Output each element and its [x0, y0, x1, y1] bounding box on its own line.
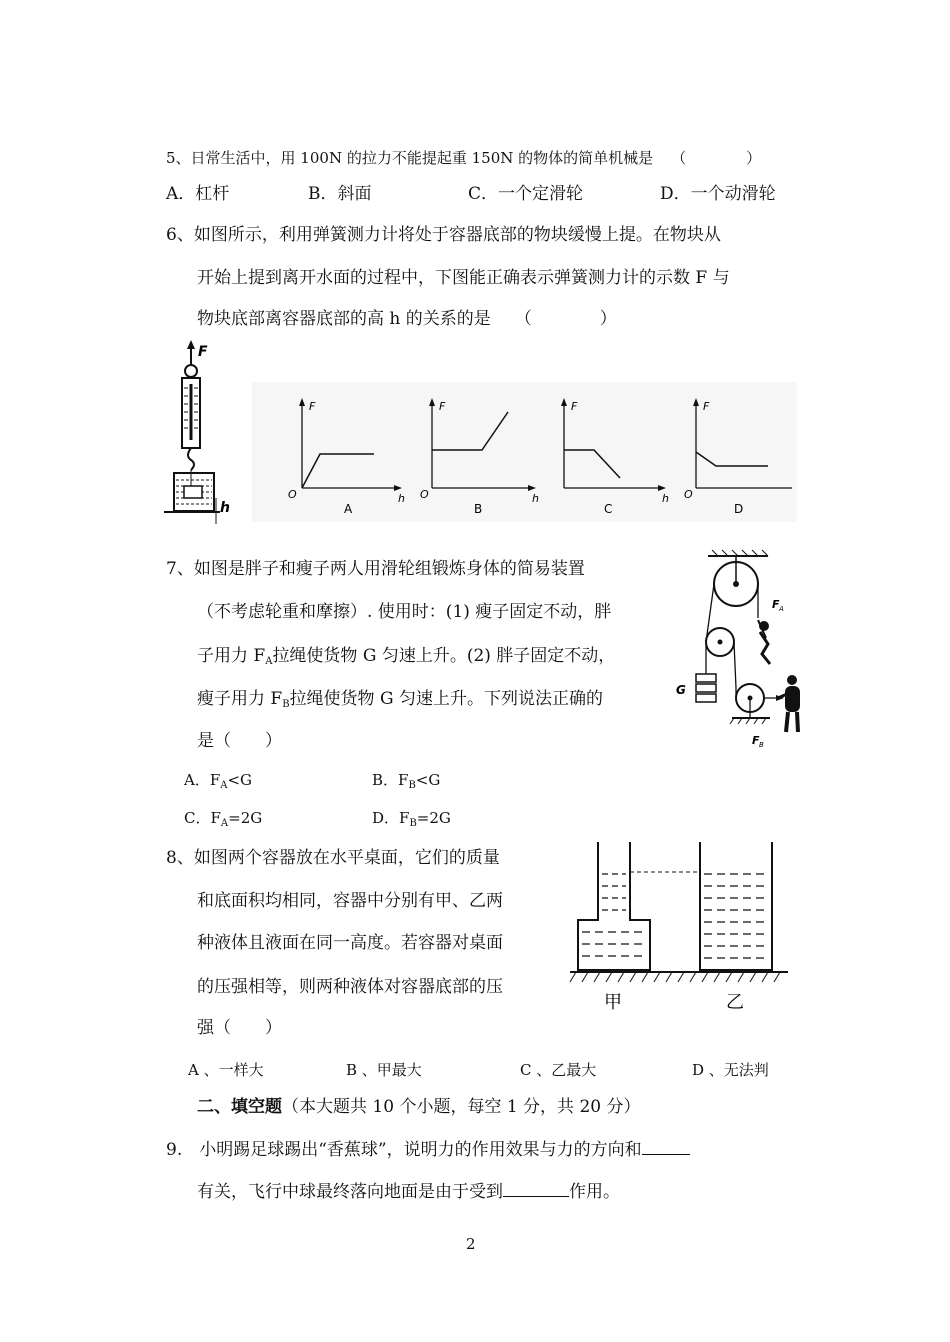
- q9-line2: 有关，飞行中球最终落向地面是由于受到 作用。: [197, 1178, 620, 1204]
- containers-figure: [566, 838, 792, 1014]
- q8-option-a: A 、一样大: [188, 1061, 264, 1079]
- thin-person-icon: [758, 620, 770, 664]
- q8-line2: 和底面积均相同，容器中分别有甲、乙两: [197, 891, 503, 911]
- q7-line5: 是（ ）: [197, 731, 282, 751]
- q7-line2: （不考虑轮重和摩擦）. 使用时：(1) 瘦子固定不动，胖: [197, 602, 612, 622]
- q9-blank-2: [503, 1178, 569, 1197]
- svg-text:O: O: [684, 488, 693, 501]
- pulley-system-figure: [670, 548, 810, 758]
- q7-option-a: A．$F_A<G$: [184, 771, 253, 791]
- svg-text:F: F: [772, 598, 780, 611]
- q7-option-d: D．$F_B=2G$: [372, 809, 451, 829]
- graph-label-b: B: [474, 502, 483, 516]
- q5-stem: 5、日常生活中，用 100N 的拉力不能提起重 150N 的物体的简单机械是 （ ）: [166, 149, 762, 167]
- q7-option-c: C．$F_A=2G$: [184, 809, 263, 829]
- svg-text:F: F: [571, 400, 578, 413]
- svg-text:O: O: [420, 488, 429, 501]
- svg-text:h: h: [532, 492, 539, 505]
- page-number: 2: [466, 1235, 476, 1253]
- q5-option-c: C．一个定滑轮: [468, 184, 584, 204]
- q5-option-d: D．一个动滑轮: [660, 184, 776, 204]
- svg-text:B: B: [759, 741, 764, 749]
- graph-label-a: A: [344, 502, 353, 516]
- q7-option-b: B．$F_B<G$: [372, 771, 441, 791]
- q9-blank-1: [642, 1136, 690, 1155]
- q8-option-b: B 、甲最大: [346, 1061, 422, 1079]
- svg-text:h: h: [398, 492, 405, 505]
- graph-label-c: C: [604, 502, 613, 516]
- q9-line1: 9. 小明踢足球踢出“香蕉球”，说明力的作用效果与力的方向和: [166, 1136, 690, 1162]
- height-label: h: [220, 500, 230, 516]
- svg-text:F: F: [309, 400, 316, 413]
- q8-line4: 的压强相等，则两种液体对容器底部的压: [197, 977, 503, 997]
- q7-line1: 7、如图是胖子和瘦子两人用滑轮组锻炼身体的简易装置: [166, 559, 585, 579]
- section-2-heading: 二、填空题（本大题共 10 个小题，每空 1 分，共 20 分）: [197, 1097, 641, 1117]
- q7-line4: 瘦子用力 $F_B$拉绳使货物 G 匀速上升。下列说法正确的: [197, 689, 603, 710]
- q5-option-b: B．斜面: [308, 184, 372, 204]
- svg-text:O: O: [288, 488, 297, 501]
- q6-line3: 物块底部离容器底部的高 h 的关系的是 （ ）: [197, 309, 617, 329]
- q8-option-c: C 、乙最大: [520, 1061, 597, 1079]
- q7-line3: 子用力 $F_A$拉绳使货物 G 匀速上升。(2) 胖子固定不动，: [197, 646, 616, 667]
- q6-line2: 开始上提到离开水面的过程中，下图能正确表示弹簧测力计的示数 F 与: [197, 268, 730, 288]
- container-label-jia: 甲: [604, 992, 622, 1013]
- q8-line5: 强（ ）: [197, 1018, 282, 1038]
- svg-text:F: F: [703, 400, 710, 413]
- fat-person-icon: [778, 675, 800, 732]
- graph-label-d: D: [734, 502, 744, 516]
- spring-scale-figure: [160, 340, 230, 525]
- q6-graphs: [252, 382, 797, 522]
- q8-line3: 种液体且液面在同一高度。若容器对桌面: [197, 933, 503, 953]
- svg-text:h: h: [662, 492, 669, 505]
- svg-text:A: A: [779, 605, 784, 613]
- container-label-yi: 乙: [726, 992, 744, 1013]
- q6-line1: 6、如图所示，利用弹簧测力计将处于容器底部的物块缓慢上提。在物块从: [166, 225, 721, 245]
- q5-option-a: A．杠杆: [166, 184, 230, 204]
- force-label: F: [198, 344, 208, 360]
- svg-text:F: F: [752, 734, 760, 747]
- q8-option-d: D 、无法判: [692, 1061, 769, 1079]
- svg-text:F: F: [439, 400, 446, 413]
- q8-line1: 8、如图两个容器放在水平桌面，它们的质量: [166, 848, 500, 868]
- svg-text:G: G: [676, 683, 686, 697]
